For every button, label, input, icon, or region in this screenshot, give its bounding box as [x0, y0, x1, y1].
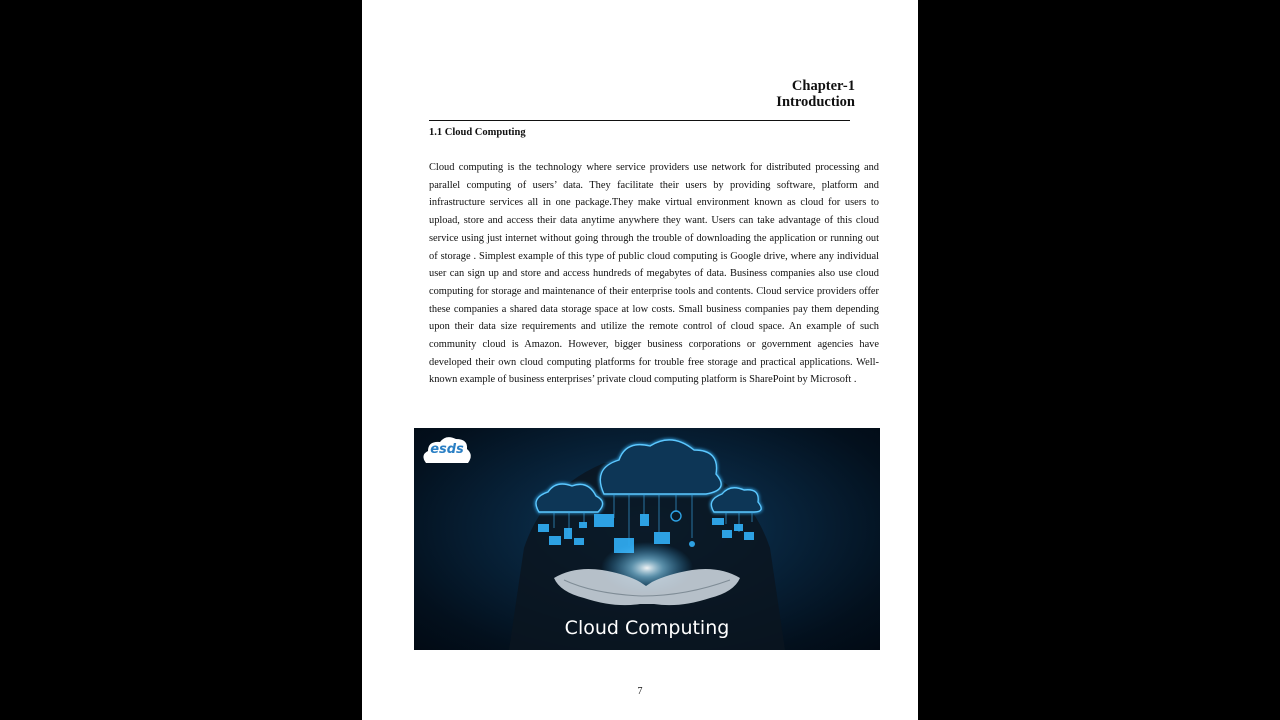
- chapter-heading: [776, 78, 855, 110]
- figure-caption: Cloud Computing: [564, 617, 730, 639]
- large-cloud: [600, 440, 721, 494]
- heading-divider: [429, 120, 850, 121]
- document-page: [362, 0, 918, 720]
- chapter-number: Chapter-1: [791, 78, 855, 94]
- section-title: 1.1 Cloud Computing: [429, 127, 526, 138]
- chapter-title: Introduction: [776, 94, 855, 110]
- body-paragraph: Cloud computing is the technology where service providers use network for distributed processing and parallel computing of users’ data. They facilitate their users by providing software, platform and infrastructure services all in one package.They make virtual environment known as cloud for users to upload, store and access their data anytime anywhere they want. Users can take advantage of this cloud service using just internet without going through the trouble of downloading the application or running out of storage . Simplest example of this type of public cloud computing is Google drive, where any individual user can sign up and store and access hundreds of megabytes of data. Business companies also use cloud computing for storage and maintenance of their enterprise tools and contents. Cloud service providers offer these companies a shared data storage space at low costs. Small business companies pay them depending upon their data size requirements and utilize the remote control of cloud space. An example of such community cloud is Amazon. However, bigger business corporations or government agencies have developed their own cloud computing platforms for trouble free storage and practical applications. Well-known example of business enterprises’ private cloud computing platform is SharePoint by Microsoft .: [429, 162, 879, 386]
- esds-logo: [420, 433, 474, 469]
- logo-text: esds: [430, 442, 464, 457]
- cloud-computing-figure: [414, 428, 880, 650]
- page-number: 7: [637, 686, 643, 697]
